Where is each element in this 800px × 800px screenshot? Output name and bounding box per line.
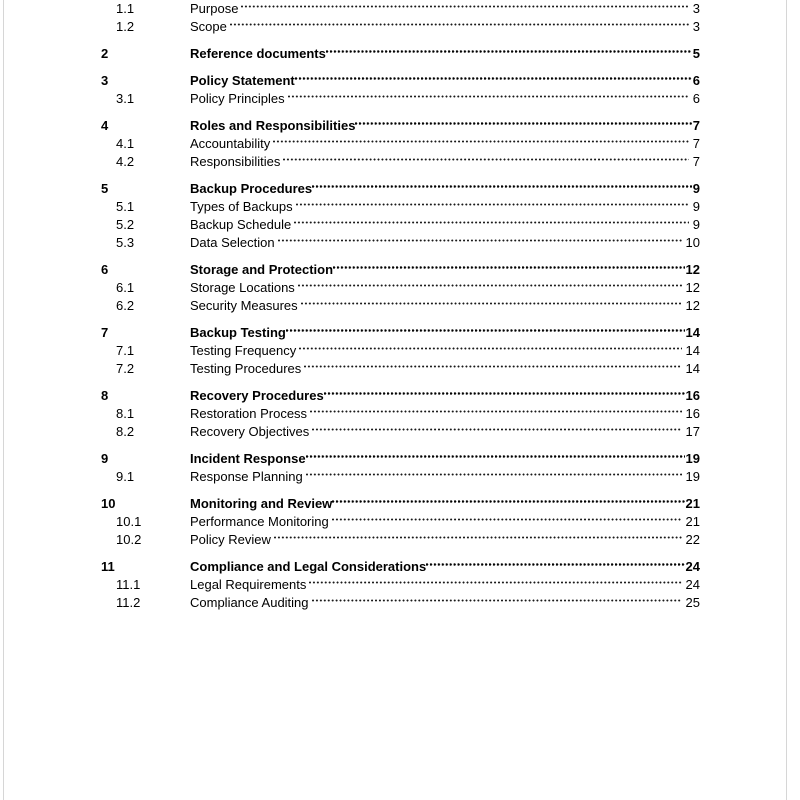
toc-entry[interactable] bbox=[101, 323, 700, 342]
toc-entry[interactable] bbox=[101, 594, 700, 612]
toc-entry-number: 1.2 bbox=[116, 19, 135, 34]
toc-entry-page-number: 24 bbox=[685, 577, 700, 592]
toc-entry-title: Performance Monitoring bbox=[190, 514, 329, 529]
dot-leader bbox=[426, 557, 684, 570]
toc-entry-page-number: 25 bbox=[685, 595, 700, 610]
dot-leader bbox=[333, 260, 685, 273]
toc-entry-number: 7 bbox=[101, 325, 109, 340]
toc-entry-number: 6 bbox=[101, 262, 109, 277]
toc-entry-page-number: 7 bbox=[692, 118, 700, 133]
dot-leader bbox=[286, 323, 685, 336]
toc-entry-title: Data Selection bbox=[190, 235, 275, 250]
toc-entry-title: Testing Frequency bbox=[190, 343, 297, 358]
toc-entry-number: 6.1 bbox=[116, 280, 135, 295]
toc-entry[interactable] bbox=[101, 468, 700, 486]
toc-entry[interactable] bbox=[101, 44, 700, 63]
toc-entry[interactable] bbox=[101, 342, 700, 360]
toc-entry[interactable] bbox=[101, 216, 700, 234]
toc-entry-page-number: 16 bbox=[685, 388, 700, 403]
toc-entry-page-number: 9 bbox=[692, 199, 700, 214]
dot-leader bbox=[309, 575, 681, 588]
toc-entry-page-number: 24 bbox=[685, 559, 700, 574]
toc-entry[interactable] bbox=[101, 386, 700, 405]
dot-leader bbox=[298, 278, 682, 291]
toc-entry-title: Restoration Process bbox=[190, 406, 308, 421]
toc-entry[interactable] bbox=[101, 513, 700, 531]
dot-leader bbox=[324, 386, 685, 399]
toc-entry[interactable] bbox=[101, 153, 700, 171]
toc-entry-page-number: 14 bbox=[685, 343, 700, 358]
toc-entry-page-number: 12 bbox=[685, 298, 700, 313]
toc-entry-page-number: 9 bbox=[692, 181, 700, 196]
toc-entry-title: Legal Requirements bbox=[190, 577, 307, 592]
toc-entry-page-number: 14 bbox=[685, 361, 700, 376]
toc-entry-title: Policy Statement bbox=[190, 73, 295, 88]
toc-entry[interactable] bbox=[101, 198, 700, 216]
toc-entry-title: Response Planning bbox=[190, 469, 303, 484]
toc-entry-title: Monitoring and Review bbox=[190, 496, 333, 511]
toc-entry-title: Storage and Protection bbox=[190, 262, 334, 277]
toc-entry-title: Security Measures bbox=[190, 298, 298, 313]
toc-entry[interactable] bbox=[101, 449, 700, 468]
toc-entry-page-number: 16 bbox=[685, 406, 700, 421]
toc-entry-title: Testing Procedures bbox=[190, 361, 302, 376]
toc-entry[interactable] bbox=[101, 260, 700, 279]
toc-entry-number: 10.2 bbox=[116, 532, 142, 547]
dot-leader bbox=[306, 467, 682, 480]
toc-entry-number: 8.2 bbox=[116, 424, 135, 439]
toc-entry-number: 7.1 bbox=[116, 343, 135, 358]
toc-entry[interactable] bbox=[101, 557, 700, 576]
toc-entry-page-number: 7 bbox=[692, 136, 700, 151]
toc-entry-page-number: 19 bbox=[685, 469, 700, 484]
dot-leader bbox=[326, 44, 692, 57]
toc-entry-title: Responsibilities bbox=[190, 154, 281, 169]
toc-entry-page-number: 9 bbox=[692, 217, 700, 232]
toc-entry-number: 5.3 bbox=[116, 235, 135, 250]
dot-leader bbox=[278, 233, 682, 246]
toc-entry-number: 1.1 bbox=[116, 1, 135, 16]
toc-entry[interactable] bbox=[101, 116, 700, 135]
toc-entry-title: Accountability bbox=[190, 136, 271, 151]
toc-entry[interactable] bbox=[101, 423, 700, 441]
toc-entry[interactable] bbox=[101, 135, 700, 153]
toc-entry-number: 5 bbox=[101, 181, 109, 196]
toc-entry-number: 3.1 bbox=[116, 91, 135, 106]
dot-leader bbox=[310, 404, 681, 417]
toc-entry-page-number: 19 bbox=[685, 451, 700, 466]
toc-entry-number: 11 bbox=[101, 559, 115, 574]
toc-entry[interactable] bbox=[101, 90, 700, 108]
dot-leader bbox=[355, 116, 691, 129]
table-of-contents bbox=[101, 0, 700, 612]
toc-entry-title: Backup Testing bbox=[190, 325, 286, 340]
dot-leader bbox=[294, 215, 689, 228]
toc-entry-page-number: 12 bbox=[685, 280, 700, 295]
dot-leader bbox=[230, 17, 689, 30]
toc-entry[interactable] bbox=[101, 576, 700, 594]
dot-leader bbox=[301, 296, 682, 309]
toc-entry-page-number: 21 bbox=[685, 514, 700, 529]
page-border-left bbox=[3, 0, 4, 800]
toc-entry-title: Scope bbox=[190, 19, 227, 34]
toc-entry-title: Backup Procedures bbox=[190, 181, 313, 196]
toc-entry-number: 7.2 bbox=[116, 361, 135, 376]
dot-leader bbox=[304, 359, 681, 372]
toc-entry-title: Purpose bbox=[190, 1, 239, 16]
toc-entry-title: Incident Response bbox=[190, 451, 306, 466]
toc-entry-number: 8.1 bbox=[116, 406, 135, 421]
toc-entry-page-number: 3 bbox=[692, 19, 700, 34]
dot-leader bbox=[288, 89, 689, 102]
toc-entry-number: 5.1 bbox=[116, 199, 135, 214]
toc-entry-number: 4.2 bbox=[116, 154, 135, 169]
toc-entry[interactable] bbox=[101, 279, 700, 297]
toc-entry[interactable] bbox=[101, 494, 700, 513]
toc-entry-number: 3 bbox=[101, 73, 109, 88]
toc-entry-page-number: 3 bbox=[692, 1, 700, 16]
toc-entry-number: 5.2 bbox=[116, 217, 135, 232]
toc-entry-title: Roles and Responsibilities bbox=[190, 118, 356, 133]
toc-entry-page-number: 22 bbox=[685, 532, 700, 547]
toc-entry[interactable] bbox=[101, 18, 700, 36]
toc-entry-title: Backup Schedule bbox=[190, 217, 292, 232]
toc-entry-title: Compliance and Legal Considerations bbox=[190, 559, 427, 574]
toc-entry-title: Policy Principles bbox=[190, 91, 285, 106]
toc-entry-page-number: 5 bbox=[692, 46, 700, 61]
toc-entry-page-number: 21 bbox=[685, 496, 700, 511]
toc-entry-number: 10 bbox=[101, 496, 116, 511]
toc-entry-number: 4 bbox=[101, 118, 109, 133]
dot-leader bbox=[299, 341, 681, 354]
toc-entry[interactable] bbox=[101, 0, 700, 18]
dot-leader bbox=[306, 449, 685, 462]
toc-entry-title: Types of Backups bbox=[190, 199, 293, 214]
dot-leader bbox=[312, 179, 692, 192]
toc-entry-number: 8 bbox=[101, 388, 109, 403]
toc-entry[interactable] bbox=[101, 71, 700, 90]
dot-leader bbox=[274, 530, 682, 543]
toc-entry-page-number: 6 bbox=[692, 73, 700, 88]
dot-leader bbox=[312, 422, 681, 435]
toc-entry-number: 10.1 bbox=[116, 514, 142, 529]
toc-entry[interactable] bbox=[101, 405, 700, 423]
toc-entry-page-number: 14 bbox=[685, 325, 700, 340]
toc-entry-number: 2 bbox=[101, 46, 109, 61]
toc-entry-title: Recovery Procedures bbox=[190, 388, 324, 403]
toc-entry-number: 11.1 bbox=[116, 577, 141, 592]
dot-leader bbox=[312, 593, 682, 606]
toc-entry-number: 4.1 bbox=[116, 136, 135, 151]
toc-entry-title: Compliance Auditing bbox=[190, 595, 309, 610]
toc-entry[interactable] bbox=[101, 234, 700, 252]
toc-entry-number: 6.2 bbox=[116, 298, 135, 313]
toc-entry-title: Recovery Objectives bbox=[190, 424, 310, 439]
toc-entry-title: Reference documents bbox=[190, 46, 326, 61]
page-border-right bbox=[786, 0, 787, 800]
dot-leader bbox=[332, 512, 682, 525]
dot-leader bbox=[296, 197, 689, 210]
dot-leader bbox=[283, 152, 688, 165]
dot-leader bbox=[273, 134, 689, 147]
toc-entry-page-number: 17 bbox=[685, 424, 700, 439]
toc-entry[interactable] bbox=[101, 531, 700, 549]
toc-entry[interactable] bbox=[101, 179, 700, 198]
toc-entry[interactable] bbox=[101, 360, 700, 378]
dot-leader bbox=[241, 0, 688, 12]
dot-leader bbox=[332, 494, 684, 507]
toc-entry-number: 9.1 bbox=[116, 469, 135, 484]
toc-entry-page-number: 10 bbox=[685, 235, 700, 250]
toc-entry-number: 9 bbox=[101, 451, 109, 466]
toc-entry-number: 11.2 bbox=[116, 595, 141, 610]
toc-entry-title: Policy Review bbox=[190, 532, 271, 547]
dot-leader bbox=[295, 71, 692, 84]
toc-entry-page-number: 7 bbox=[692, 154, 700, 169]
toc-entry-page-number: 6 bbox=[692, 91, 700, 106]
toc-entry[interactable] bbox=[101, 297, 700, 315]
toc-entry-title: Storage Locations bbox=[190, 280, 295, 295]
toc-entry-page-number: 12 bbox=[685, 262, 700, 277]
